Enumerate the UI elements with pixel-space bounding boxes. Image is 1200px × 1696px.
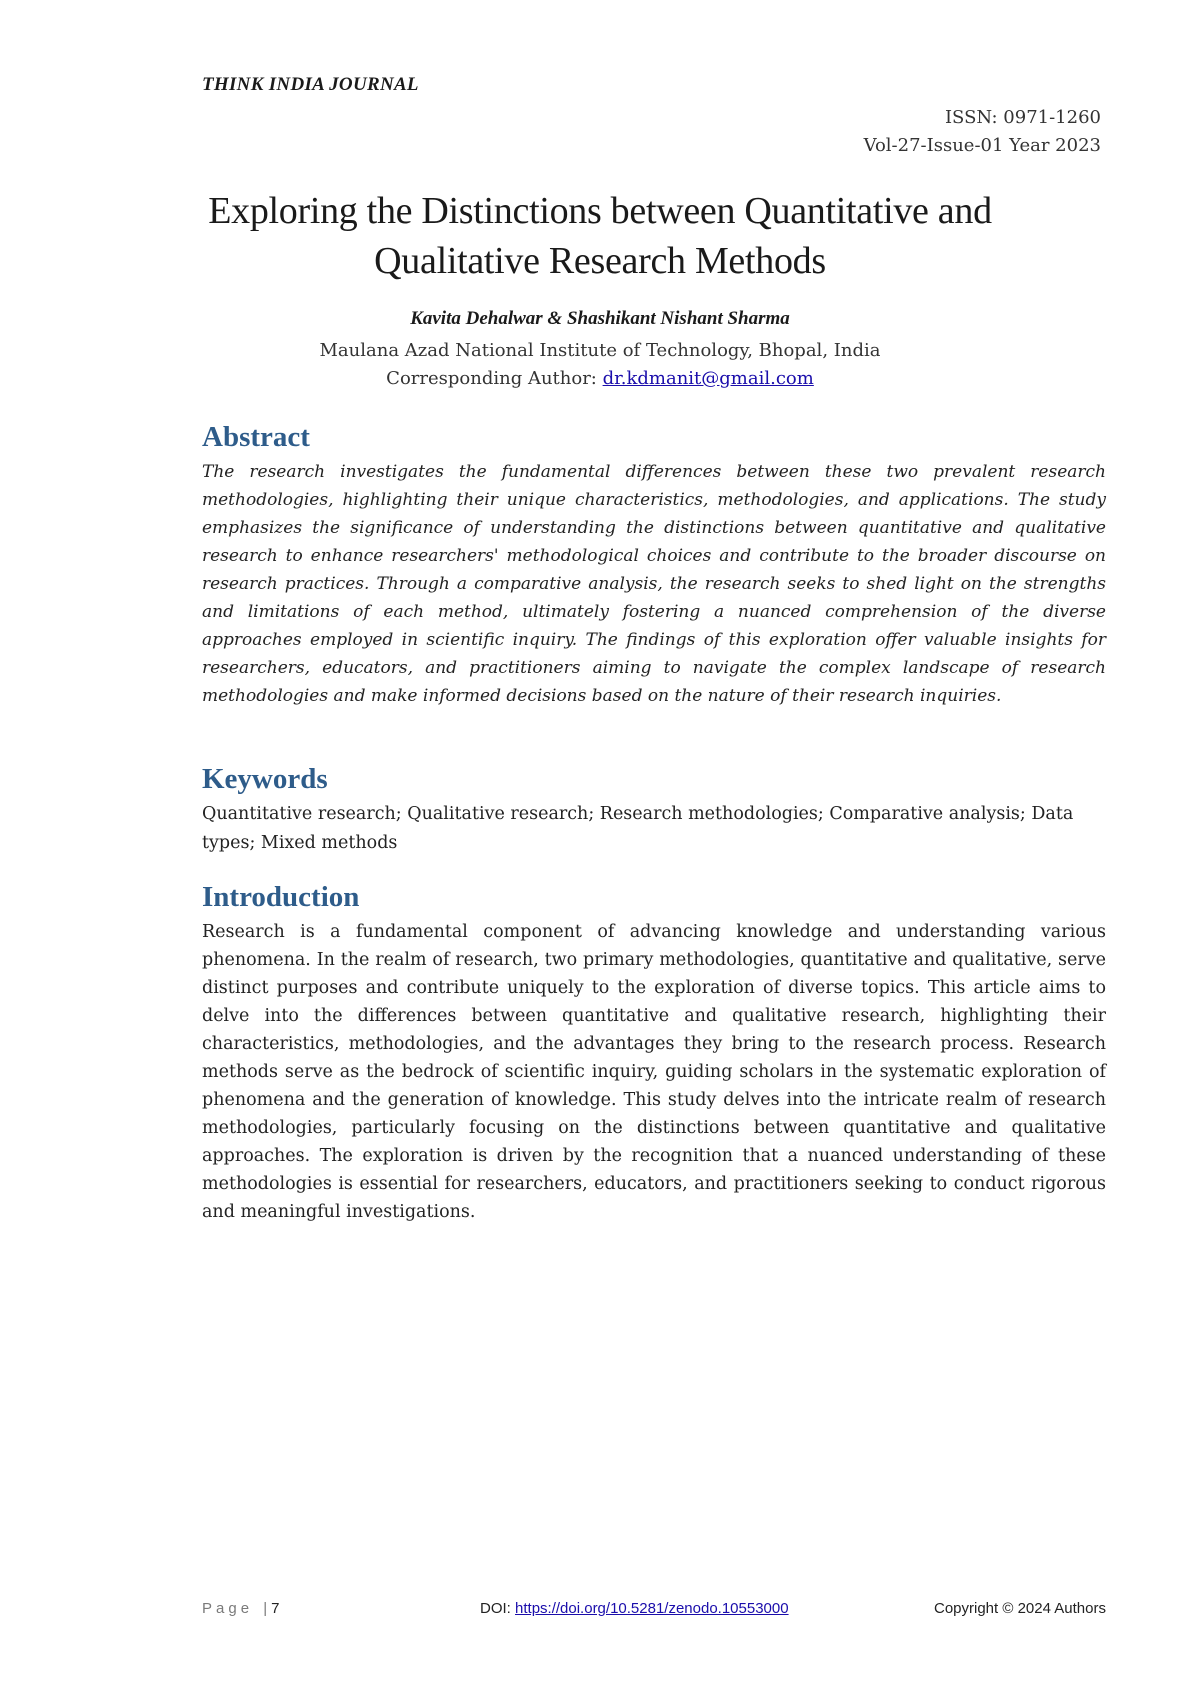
- page-number: 7: [271, 1600, 280, 1617]
- title-line-1: Exploring the Distinctions between Quantitative and: [208, 190, 992, 232]
- doi: [480, 1600, 789, 1617]
- issn: ISSN: 0971-1260: [944, 107, 1101, 128]
- page-indicator: [202, 1600, 279, 1617]
- copyright: Copyright © 2024 Authors: [934, 1600, 1106, 1617]
- doi-label: DOI:: [480, 1600, 516, 1617]
- page-footer: [202, 1600, 1106, 1624]
- keywords-section: [202, 762, 1106, 858]
- page-label: Page: [202, 1600, 254, 1617]
- introduction-section: [202, 880, 1106, 1226]
- introduction-heading: Introduction: [202, 881, 360, 913]
- page-separator: |: [263, 1600, 268, 1617]
- keywords-text: Quantitative research; Qualitative research; Research methodologies; Comparative analysis; Data types; Mixed methods: [202, 804, 1074, 853]
- issn-block: [864, 104, 1101, 160]
- title-line-2: Qualitative Research Methods: [374, 240, 826, 282]
- abstract-section: [202, 420, 1106, 710]
- affiliation: Maulana Azad National Institute of Technology, Bhopal, India: [319, 340, 881, 361]
- keywords-heading: Keywords: [202, 763, 328, 795]
- journal-name: THINK INDIA JOURNAL: [202, 74, 419, 95]
- introduction-text: Research is a fundamental component of advancing knowledge and understanding various phenomena. In the realm of research, two primary methodologies, quantitative and qualitative, serve distinct purposes and contribute uniquely to the exploration of diverse topics. This article aims to delve into the differences between quantitative and qualitative research, highlighting their characteristics, methodologies, and the advantages they bring to the research process. Research methods serve as the bedrock of scientific inquiry, guiding scholars in the systematic exploration of phenomena and the generation of knowledge. This study delves into the intricate realm of research methodologies, particularly focusing on the distinctions between quantitative and qualitative approaches. The exploration is driven by the recognition that a nuanced understanding of these methodologies is essential for researchers, educators, and practitioners seeking to conduct rigorous and meaningful investigations.: [202, 922, 1106, 1222]
- doi-link[interactable]: https://doi.org/10.5281/zenodo.10553000: [515, 1600, 789, 1617]
- abstract-text: The research investigates the fundamental differences between these two prevalent research methodologies, highlighting their unique characteristics, methodologies, and applications. The study emphasizes the significance of understanding the distinctions between quantitative and qualitative research to enhance researchers' methodological choices and contribute to the broader discourse on research practices. Through a comparative analysis, the research seeks to shed light on the strengths and limitations of each method, ultimately fostering a nuanced comprehension of the diverse approaches employed in scientific inquiry. The findings of this exploration offer valuable insights for researchers, educators, and practitioners aiming to navigate the complex landscape of research methodologies and make informed decisions based on the nature of their research inquiries.: [202, 462, 1106, 706]
- corresponding-author: [160, 368, 1040, 389]
- volume-issue: Vol-27-Issue-01 Year 2023: [863, 135, 1101, 156]
- paper-title: [160, 186, 1040, 286]
- abstract-heading: Abstract: [202, 421, 310, 453]
- corresponding-label: Corresponding Author:: [386, 368, 603, 389]
- authors: Kavita Dehalwar & Shashikant Nishant Sharma: [410, 308, 790, 329]
- email-link[interactable]: dr.kdmanit@gmail.com: [602, 368, 814, 389]
